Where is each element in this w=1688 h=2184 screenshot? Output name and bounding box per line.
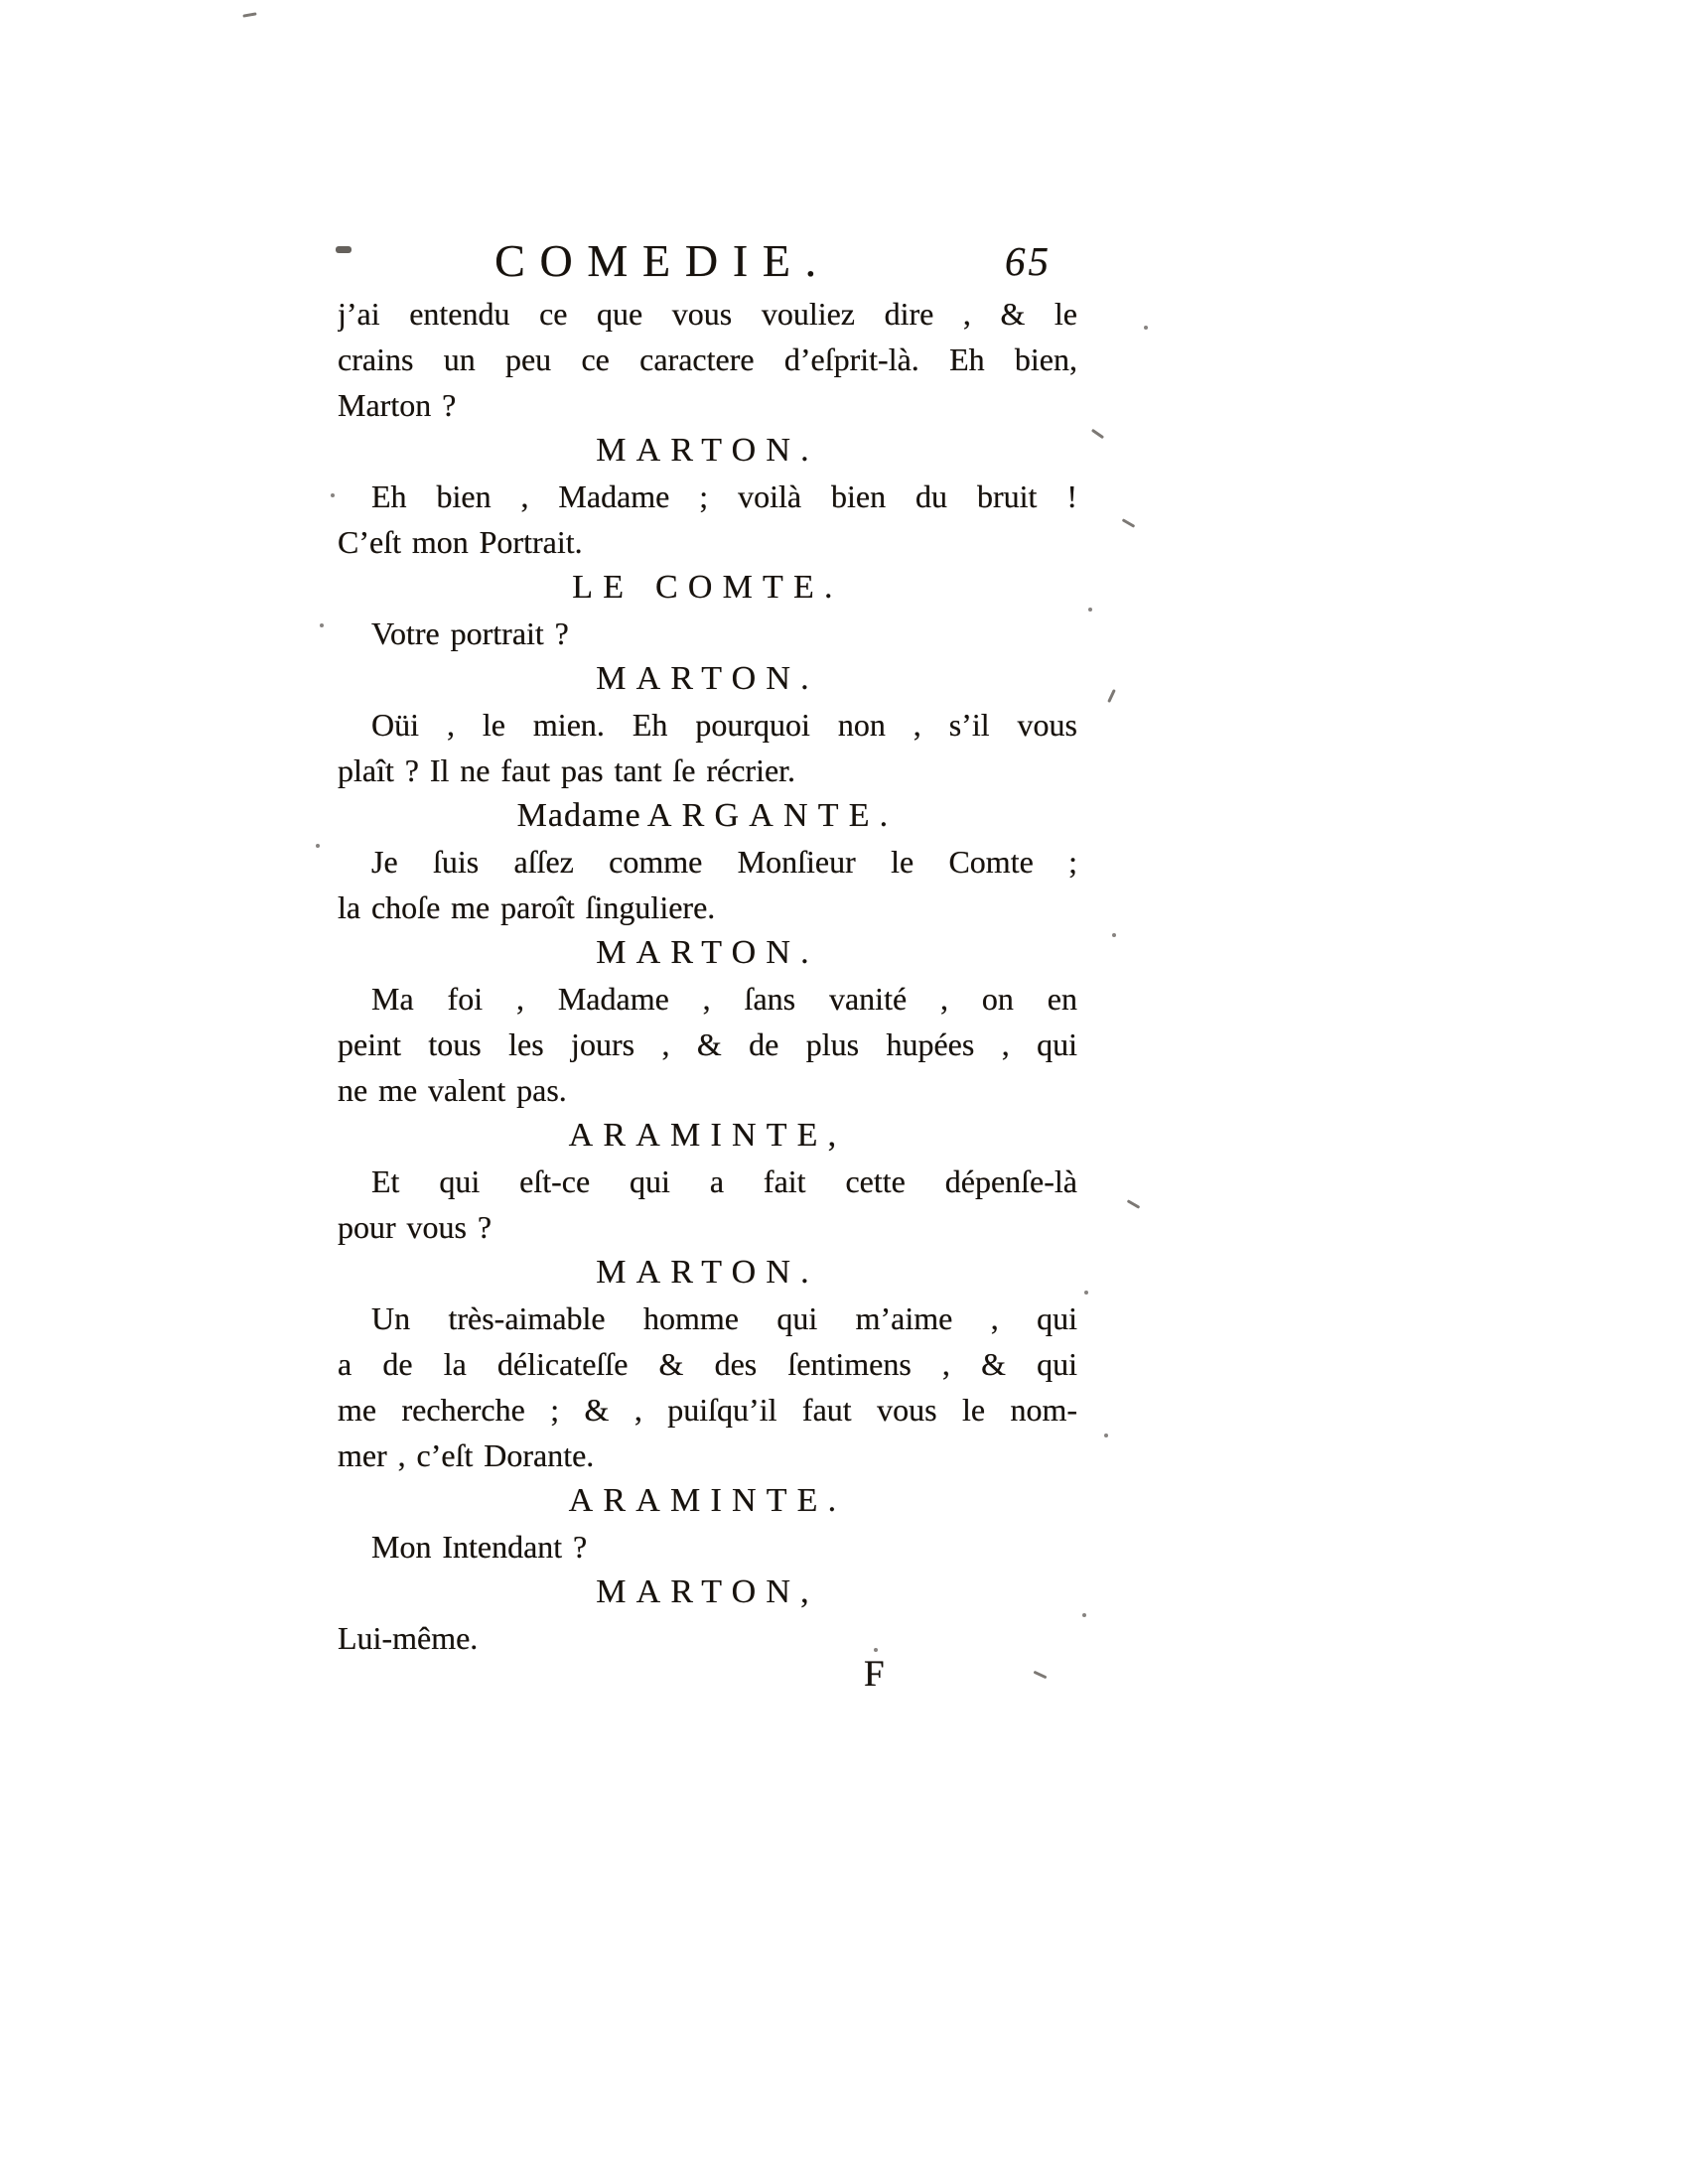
text-line: crains un peu ce caractere d’eſprit-là. Eh bien, xyxy=(338,341,1077,377)
text-line: Eh bien , Madame ; voilà bien du bruit ! xyxy=(371,478,1077,514)
speaker-heading: MARTON. xyxy=(596,934,819,971)
text-line: me recherche ; & , puiſqu’il faut vous le nom- xyxy=(338,1392,1077,1428)
text-line: Lui-même. xyxy=(338,1620,479,1656)
text-line: peint tous les jours , & de plus hupées , qui xyxy=(338,1026,1077,1062)
speaker-heading: MARTON. xyxy=(596,660,819,697)
text-line: C’eſt mon Portrait. xyxy=(338,524,583,560)
text-line: Oüi , le mien. Eh pourquoi non , s’il vous xyxy=(371,707,1077,743)
speaker-heading: ARAMINTE, xyxy=(568,1117,847,1154)
speaker-heading: MARTON. xyxy=(596,432,819,469)
text-line: Mon Intendant ? xyxy=(371,1529,588,1565)
page-header xyxy=(338,232,1077,290)
speaker-heading: MARTON, xyxy=(596,1573,819,1610)
text-line: mer , c’eſt Dorante. xyxy=(338,1437,595,1473)
text-line: j’ai entendu ce que vous vouliez dire , & le xyxy=(338,296,1077,332)
text-line: la choſe me paroît ſinguliere. xyxy=(338,889,716,925)
text-line: Un très-aimable homme qui m’aime , qui xyxy=(371,1300,1077,1336)
text-line: ne me valent pas. xyxy=(338,1072,567,1108)
speaker-heading xyxy=(338,793,1077,839)
text-line: a de la délicateſſe & des ſentimens , & qui xyxy=(338,1346,1077,1382)
speaker-name: ARGANTE. xyxy=(646,797,899,834)
text-line: pour vous ? xyxy=(338,1209,492,1245)
text-line: Ma foi , Madame , ſans vanité , on en xyxy=(371,981,1077,1017)
text-line: Je ſuis aſſez comme Monſieur le Comte ; xyxy=(371,844,1077,880)
speaker-heading: LE COMTE. xyxy=(572,569,843,606)
speaker-heading: ARAMINTE. xyxy=(568,1482,847,1519)
text-line: Votre portrait ? xyxy=(371,615,569,651)
running-title: COMEDIE. xyxy=(494,235,831,286)
text-line: Marton ? xyxy=(338,387,457,423)
text-block xyxy=(338,291,1077,1661)
speaker-heading: MARTON. xyxy=(596,1254,819,1291)
text-line: plaît ? Il ne faut pas tant ſe récrier. xyxy=(338,752,796,788)
text-line: Et qui eſt-ce qui a fait cette dépenſe-là xyxy=(371,1163,1077,1199)
speaker-prefix: Madame xyxy=(516,797,641,834)
page-number: 65 xyxy=(1005,238,1052,284)
signature-mark: F xyxy=(864,1654,885,1695)
